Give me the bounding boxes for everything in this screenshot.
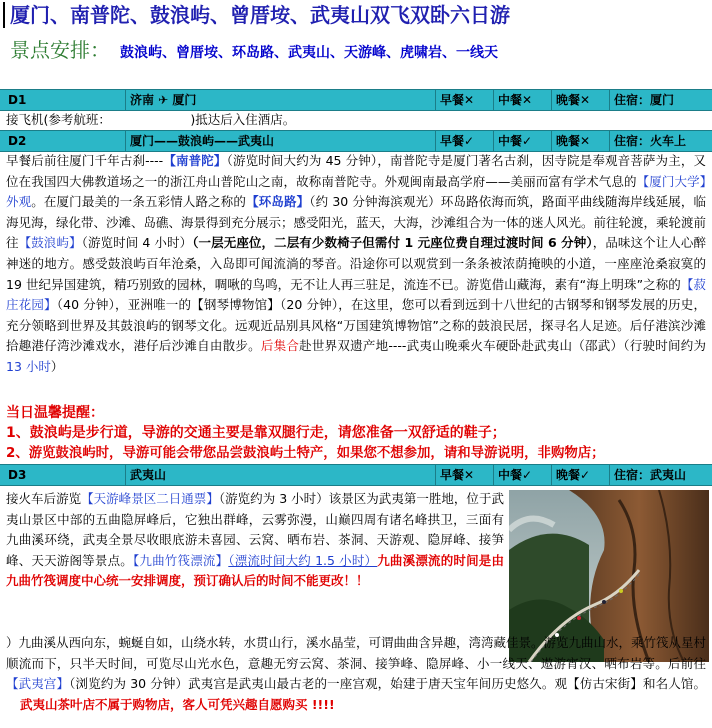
page-title: 厦门、南普陀、鼓浪屿、曾厝垵、武夷山双飞双卧六日游 [10, 3, 510, 27]
day-header-d2 [0, 130, 712, 152]
tea-shop-note: 武夷山茶叶店不属于购物店，客人可凭兴趣自愿购买 !!!! [20, 696, 335, 712]
hotel-info: 住宿：火车上 [609, 131, 712, 152]
text: （游览时间大约为 45 分钟），南普陀寺是厦门著名古刹，因寺院是奉观音菩萨为主，又位在我国四大佛教道场之一的浙江舟山普陀山之南，故称南普陀寺。外观闽南最高学府——美丽而富有学术气息的 [6, 153, 706, 189]
text: 。在厦门最美的一条五彩情人路之称的 [31, 194, 247, 210]
hotel-info: 住宿：武夷山 [609, 465, 712, 486]
day-text-d2 [6, 151, 706, 378]
dinner-status: 晚餐✕ [551, 90, 609, 111]
spot-huandao: 【环岛路】 [246, 194, 310, 210]
jiuqu-note: 九曲溪漂流的时间是由九曲竹筏调度中心统一安排调度，预订确认后的时间不能更改！！ [6, 552, 504, 589]
breakfast-status: 早餐✕ [435, 90, 493, 111]
text: 早餐后前往厦门千年古刹---- [6, 153, 164, 168]
gather-note: 后集合 [260, 338, 300, 354]
day-number: D1 [8, 93, 27, 107]
day-route: 济南 ✈ 厦门 [125, 90, 435, 111]
dinner-status: 晚餐✓ [551, 465, 609, 486]
lunch-status: 中餐✓ [493, 465, 551, 486]
dinner-status: 晚餐✕ [551, 131, 609, 152]
text: （游览时间 4 小时） [81, 235, 193, 251]
warning-item: 1、鼓浪屿是步行道，导游的交通主要是靠双腿行走，请您准备一双舒适的鞋子； [6, 425, 506, 441]
spot-xmu: 【厦门大学】外观 [6, 173, 706, 210]
spots-label: 景点安排： [10, 38, 110, 62]
text: （约 30 分钟海滨观光）环岛路依海而筑，路面平曲线随海岸线延展，临海见海，绿化带、沙滩、岛礁、海景得到充分展示；感受阳光，蓝天，大海，沙滩组合为一体的迷人风光。前往轮渡，乘轮渡前往 [6, 194, 707, 251]
day-number: D2 [8, 134, 27, 148]
text: ）九曲溪从西向东，蜿蜒自如，山绕水转，水贯山行，溪水晶莹，可谓曲曲含异趣，湾湾藏佳景。游览九曲山水，乘竹筏从星村顺流而下，只半天时间，可览尽山光水色，意趣无穷云窝、茶洞、接笋峰、隐屏峰、小一线天、遨游宵汉、晒布岩等。后前往 [6, 635, 707, 671]
day-header-d1 [0, 89, 712, 111]
text: ） [50, 358, 64, 374]
spot-nanputuo: 【南普陀】 [163, 153, 227, 168]
train-hours: 13 小时 [6, 358, 51, 374]
title-bar-mark [3, 2, 5, 28]
warning-title: 当日温馨提醒： [6, 405, 104, 421]
spot-jiuqu: 【九曲竹筏漂流】 [132, 552, 229, 568]
breakfast-status: 早餐✕ [435, 465, 493, 486]
jiuqu-time: （漂流时间大约 1.5 小时） [228, 552, 378, 568]
spots-list: 鼓浪屿、曾厝垵、环岛路、武夷山、天游峰、虎啸岩、一线天 [120, 45, 498, 61]
text: ，品味这个让人心醉神迷的地方。感受鼓浪屿百年沧桑，入岛即可闻流淌的琴音。沿途你可以观赏到一条条被浓荫掩映的小道，一座座沧桑寂寞的 19 世纪异国建筑，精巧别致的园林，啁啾的鸟鸣，无不让人再三驻足，流连不已。游览借山藏海，素有“海上明珠”之称的 [6, 235, 706, 292]
warning-item: 2、游览鼓浪屿时，导游可能会带您品尝鼓浪屿土特产，如果您不想参加，请和导游说明，非购物店； [6, 446, 605, 461]
lunch-status: 中餐✕ [493, 90, 551, 111]
day-text-d1: 接飞机(参考航班： )抵达后入住酒店。 [6, 112, 296, 127]
text: （40 分钟），亚洲唯一的【钢琴博物馆】（20 分钟），在这里，您可以看到远到十八世纪的古钢琴和钢琴发展的历史，充分领略到世界及其鼓浪屿的钢琴文化。远观近品别具风格“万国建筑博物馆”之称的鼓浪民居，探寻名人足迹。后仔港滨沙滩拾趣港仔湾沙滩戏水，港仔后沙滩自由散步。 [6, 297, 706, 354]
day-route: 厦门——鼓浪屿——武夷山 [125, 131, 435, 152]
text: （游览约为 3 小时）该景区为武夷第一胜地，位于武夷山景区中部的五曲隐屏峰后，它独出群峰，云雾弥漫，山巅四周有诸名峰拱卫，三面有九曲溪环绕，武夷全景尽收眼底游未喜园、云窝、晒布岩、茶洞、天游观、隐屏峰、接笋峰、天天游阁等景点。 [6, 491, 504, 568]
day-header-d3 [0, 464, 712, 486]
day-text-d3 [6, 489, 504, 592]
text: 接火车后游览 [6, 491, 82, 506]
lunch-status: 中餐✓ [493, 131, 551, 152]
hotel-info: 住宿：厦门 [609, 90, 712, 111]
spot-gulangyu: 【鼓浪屿】 [18, 235, 82, 251]
day-text-d3-cont [6, 633, 706, 715]
text: （浏览约为 30 分钟）武夷宫是武夷山最古老的一座宫观，始建于唐天宝年间历史悠久。观【仿古宋街】和名人馆。 [69, 676, 706, 692]
breakfast-status: 早餐✓ [435, 131, 493, 152]
day-number: D3 [8, 468, 27, 482]
spot-shuzhuang: 【菽庄花园】 [6, 276, 706, 313]
text: 赴世界双遗产地----武夷山晚乘火车硬卧赴武夷山（邵武）（行驶时间约为 [299, 338, 706, 354]
spot-wuyigong: 【武夷宫】 [6, 676, 70, 692]
day-route: 武夷山 [125, 465, 435, 486]
ferry-note: （一层无座位，二层有少数椅子但需付 1 元座位费自理过渡时间 6 分钟） [192, 235, 593, 251]
spot-tianyou: 【天游峰景区二日通票】 [81, 491, 219, 506]
spots-line [10, 34, 498, 62]
